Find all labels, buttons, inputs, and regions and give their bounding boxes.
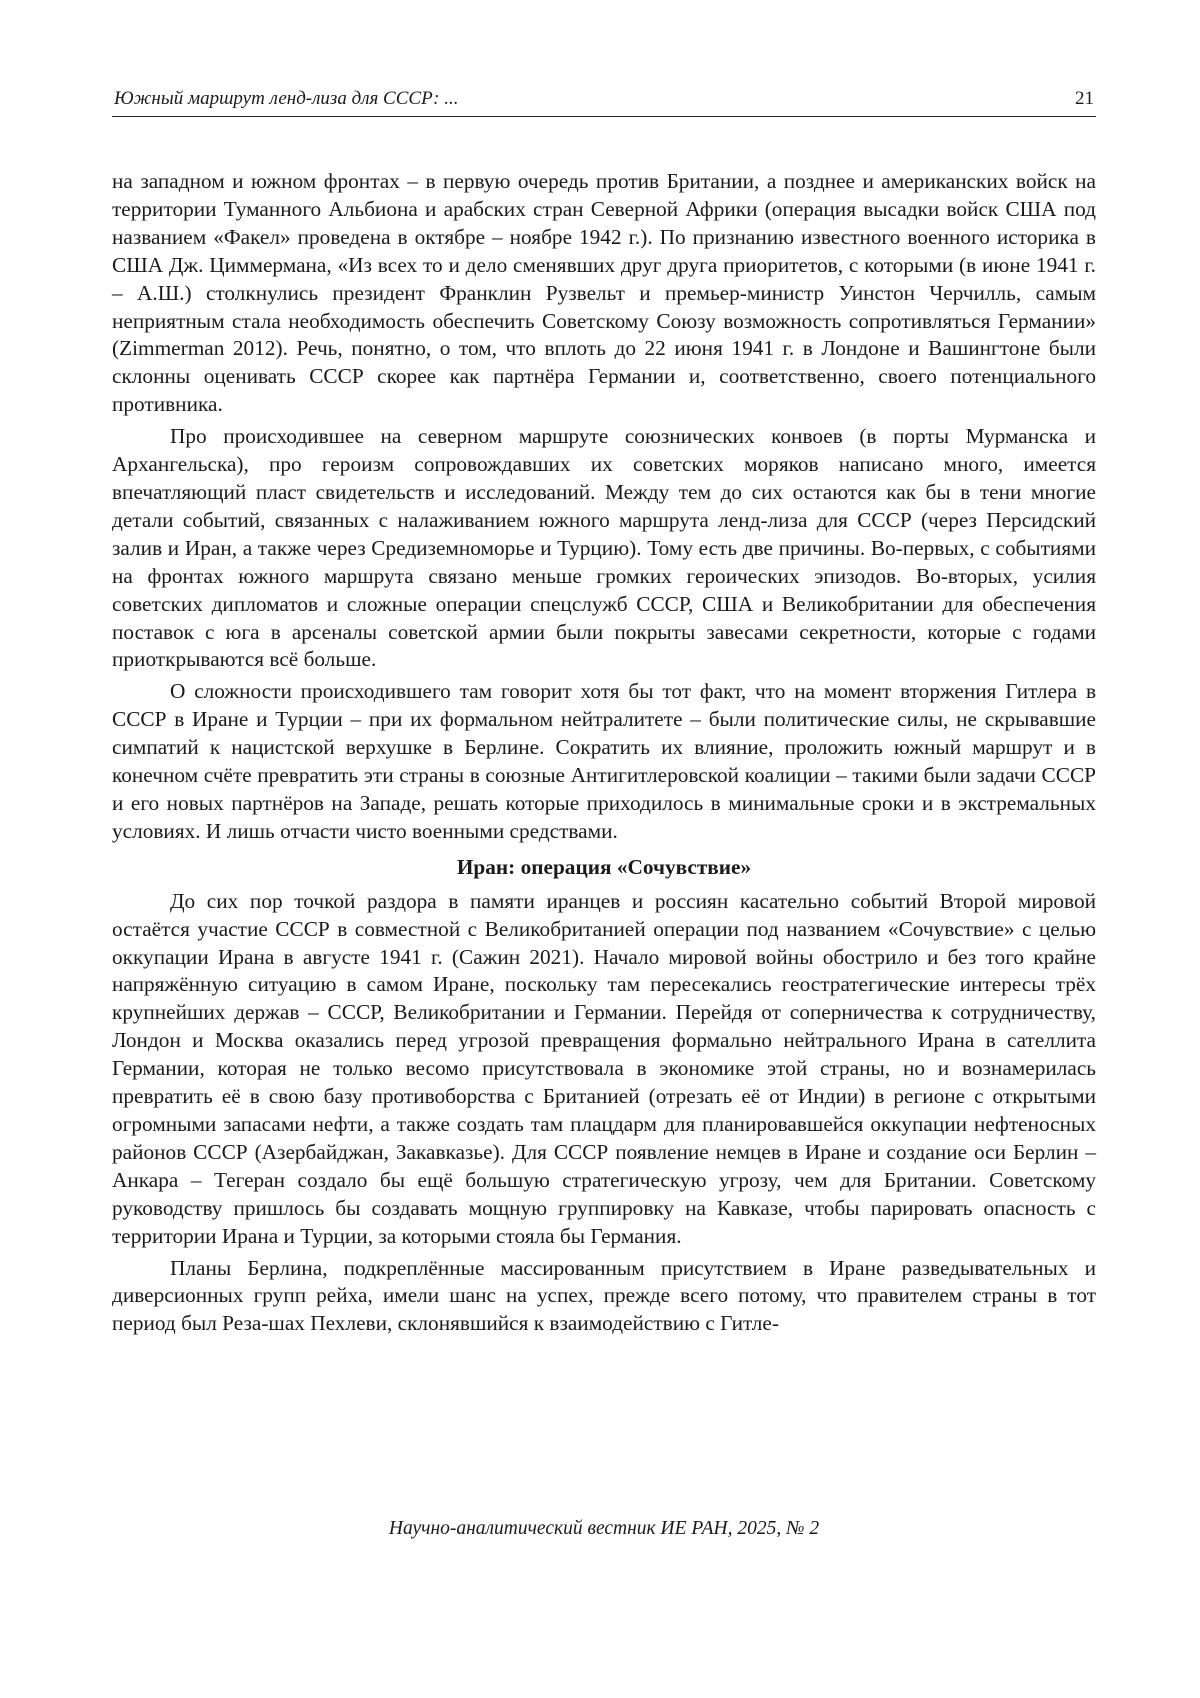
paragraph: До сих пор точкой раздора в памяти иранцев и россиян касательно событий Второй мировой остаётся участие СССР в совместной с Великобританией операции под названием «Сочувствие» с целью оккупации Ирана в августе 1941 г. (Сажин 2021). Начало мировой войны обострило и без того крайне напряжённую ситуацию в самом Иране, поскольку там пересекались геостратегические интересы трёх крупнейших держав – СССР, Великобритании и Германии. Перейдя от соперничества к сотрудничеству, Лондон и Москва оказались перед угрозой превращения формально нейтрального Ирана в сателлита Германии, которая не только весомо присутствовала в экономике этой страны, но и вознамерилась превратить её в свою базу противоборства с Британией (отрезать её от Индии) в регионе с открытыми огромными запасами нефти, а также создать там плацдарм для планировавшейся оккупации нефтеносных районов СССР (Азербайджан, Закавказье). Для СССР появление немцев в Иране и создание оси Берлин – Анкара – Тегеран создало бы ещё большую стратегическую угрозу, чем для Британии. Советскому руководству пришлось бы создавать мощную группировку на Кавказе, чтобы парировать опасность с территории Ирана и Турции, за которыми стояла бы Германия.	[112, 888, 1096, 1248]
article-body	[112, 168, 1096, 1342]
running-title: Южный маршрут ленд-лиза для СССР: ...	[114, 88, 459, 109]
page-number: 21	[1075, 88, 1094, 109]
running-header	[112, 86, 1096, 117]
paragraph: на западном и южном фронтах – в первую очередь против Британии, а позднее и американских войск на территории Туманного Альбиона и арабских стран Северной Африки (операция высадки войск США под названием «Факел» проведена в октябре – ноябре 1942 г.). По признанию известного военного историка в США Дж. Циммермана, «Из всех то и дело сменявших друг друга приоритетов, с которыми (в июне 1941 г. – А.Ш.) столкнулись президент Франклин Рузвельт и премьер-министр Уинстон Черчилль, самым неприятным стала необходимость обеспечить Советскому Союзу возможность сопротивляться Германии» (Zimmerman 2012). Речь, понятно, о том, что вплоть до 22 июня 1941 г. в Лондоне и Вашингтоне были склонны оценивать СССР скорее как партнёра Германии и, соответственно, своего потенциального противника.	[112, 169, 1096, 417]
paragraph: О сложности происходившего там говорит хотя бы тот факт, что на момент вторжения Гитлера в СССР в Иране и Турции – при их формальном нейтралитете – были политические силы, не скрывавшие симпатий к нацистской верхушке в Берлине. Сократить их влияние, проложить южный маршрут и в конечном счёте превратить эти страны в союзные Антигитлеровской коалиции – такими были задачи СССР и его новых партнёров на Западе, решать которые приходилось в минимальные сроки и в экстремальных условиях. И лишь отчасти чисто военными средствами.	[112, 679, 1096, 843]
paragraph: Про происходившее на северном маршруте союзнических конвоев (в порты Мурманска и Архангельска), про героизм сопровождавших их советских моряков написано много, имеется впечатляющий пласт свидетельств и исследований. Между тем до сих остаются как бы в тени многие детали событий, связанных с налаживанием южного маршрута ленд-лиза для СССР (через Персидский залив и Иран, а также через Средиземноморье и Турцию). Тому есть две причины. Во-первых, с событиями на фронтах южного маршрута связано меньше громких героических эпизодов. Во-вторых, усилия советских дипломатов и сложные операции спецслужб СССР, США и Великобритании для обеспечения поставок с юга в арсеналы советской армии были покрыты завесами секретности, которые с годами приоткрываются всё больше.	[112, 424, 1096, 672]
running-footer: Научно-аналитический вестник ИЕ РАН, 2025, № 2	[388, 1518, 820, 1539]
section-heading: Иран: операция «Сочувствие»	[456, 854, 752, 879]
paragraph: Планы Берлина, подкреплённые массированным присутствием в Иране разведывательных и диверсионных групп рейха, имели шанс на успех, прежде всего потому, что правителем страны в тот период был Реза-шах Пехлеви, склонявшийся к взаимодействию с Гитле-	[112, 1255, 1096, 1336]
